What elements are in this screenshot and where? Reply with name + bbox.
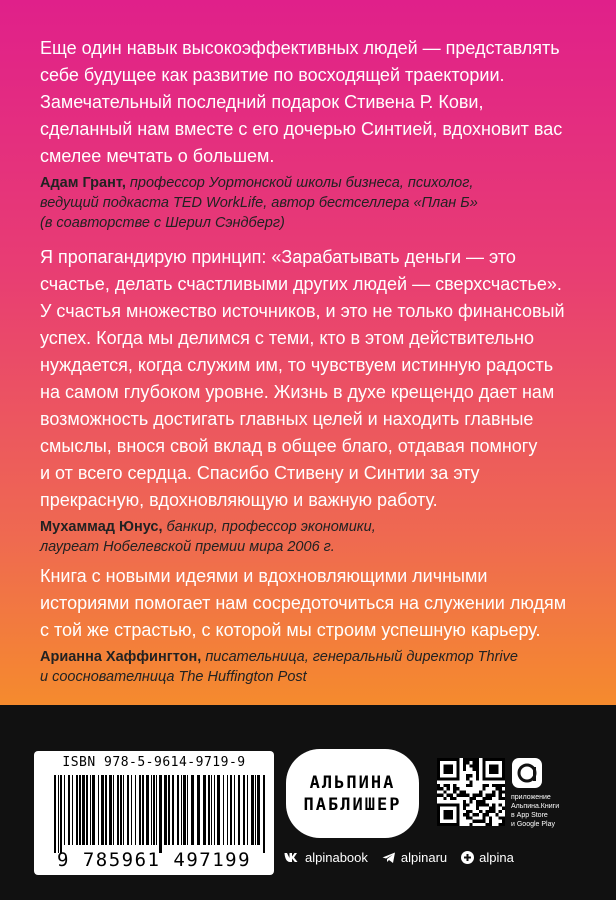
- alpina-app-icon: [512, 758, 542, 788]
- quote-attribution: [40, 517, 580, 557]
- barcode-panel: [34, 751, 274, 875]
- quote-author-role: профессор Уортонской школы бизнеса, психолог, ведущий подкаста TED WorkLife, автор бестселлера «План Б» (в соавторстве с Шерил Сэндберг): [40, 175, 478, 231]
- social-label: alpinaru: [400, 850, 448, 865]
- quote-text: Я пропагандирую принцип: «Зарабатывать деньги — это счастье, делать счастливыми других людей — сверхсчастье». У счастья множество источников, и это не только финансовый успех. Когда мы делимся с теми, кто в этом действительно нуждается, когда служим им, то чувствуем истинную радость на самом глубоком уровне. Жизнь в духе крещендо дает нам возможность достигать главных целей и находить главные смыслы, внося свой вклад в общее благо, отдавая помногу и от всего сердца. Спасибо Стивену и Синтии за эту прекрасную, вдохновляющую и важную работу.: [40, 247, 565, 510]
- publisher-logo-line: ПАБЛИШЕР: [303, 794, 402, 815]
- quote-text: Книга с новыми идеями и вдохновляющими личными историями помогает нам сосредоточиться на служении людям с той же страстью, с которой мы строим успешную карьеру.: [40, 566, 567, 640]
- plus-icon: [461, 851, 474, 864]
- telegram-icon: [382, 852, 396, 864]
- social-link-telegram[interactable]: [382, 850, 447, 865]
- social-label: alpinabook: [305, 850, 368, 865]
- isbn-text: ISBN 978-5-9614-9719-9: [62, 755, 246, 770]
- social-link-vk[interactable]: [284, 850, 368, 865]
- social-label: alpina: [479, 850, 514, 865]
- ean-digits: 9 785961 497199: [56, 849, 252, 871]
- quote-attribution: [40, 173, 580, 233]
- quote-author-role: банкир, профессор экономики, лауреат Нобелевской премии мира 2006 г.: [40, 519, 376, 555]
- qr-code[interactable]: [437, 758, 505, 826]
- quote-text: Еще один навык высокоэффективных людей — представлять себе будущее как развитие по восходящей траектории. Замечательный последний подарок Стивена Р. Кови, сделанный нам вместе с его дочерью Синтией, вдохновит вас смелее мечтать о большем.: [40, 38, 563, 166]
- app-store-note: приложение Альпина.Книги в App Store и Google Play: [511, 794, 560, 828]
- social-link-alpina[interactable]: [461, 850, 514, 865]
- footer-band: [0, 705, 616, 900]
- quote-attribution: [40, 647, 580, 687]
- vk-icon: [284, 852, 300, 863]
- quote-block: [40, 244, 580, 557]
- quote-author: Мухаммад Юнус,: [40, 519, 163, 535]
- quote-block: [40, 563, 580, 687]
- barcode-image: [54, 775, 266, 853]
- publisher-logo-line: АЛЬПИНА: [309, 772, 396, 793]
- quote-author-role: писательница, генеральный директор Thrive и сооснователница The Huffington Post: [40, 649, 518, 685]
- quote-author: Адам Грант,: [40, 175, 126, 191]
- quote-author: Арианна Хаффингтон,: [40, 649, 202, 665]
- publisher-logo: [286, 749, 419, 838]
- quote-block: [40, 35, 580, 233]
- social-links: [284, 850, 604, 865]
